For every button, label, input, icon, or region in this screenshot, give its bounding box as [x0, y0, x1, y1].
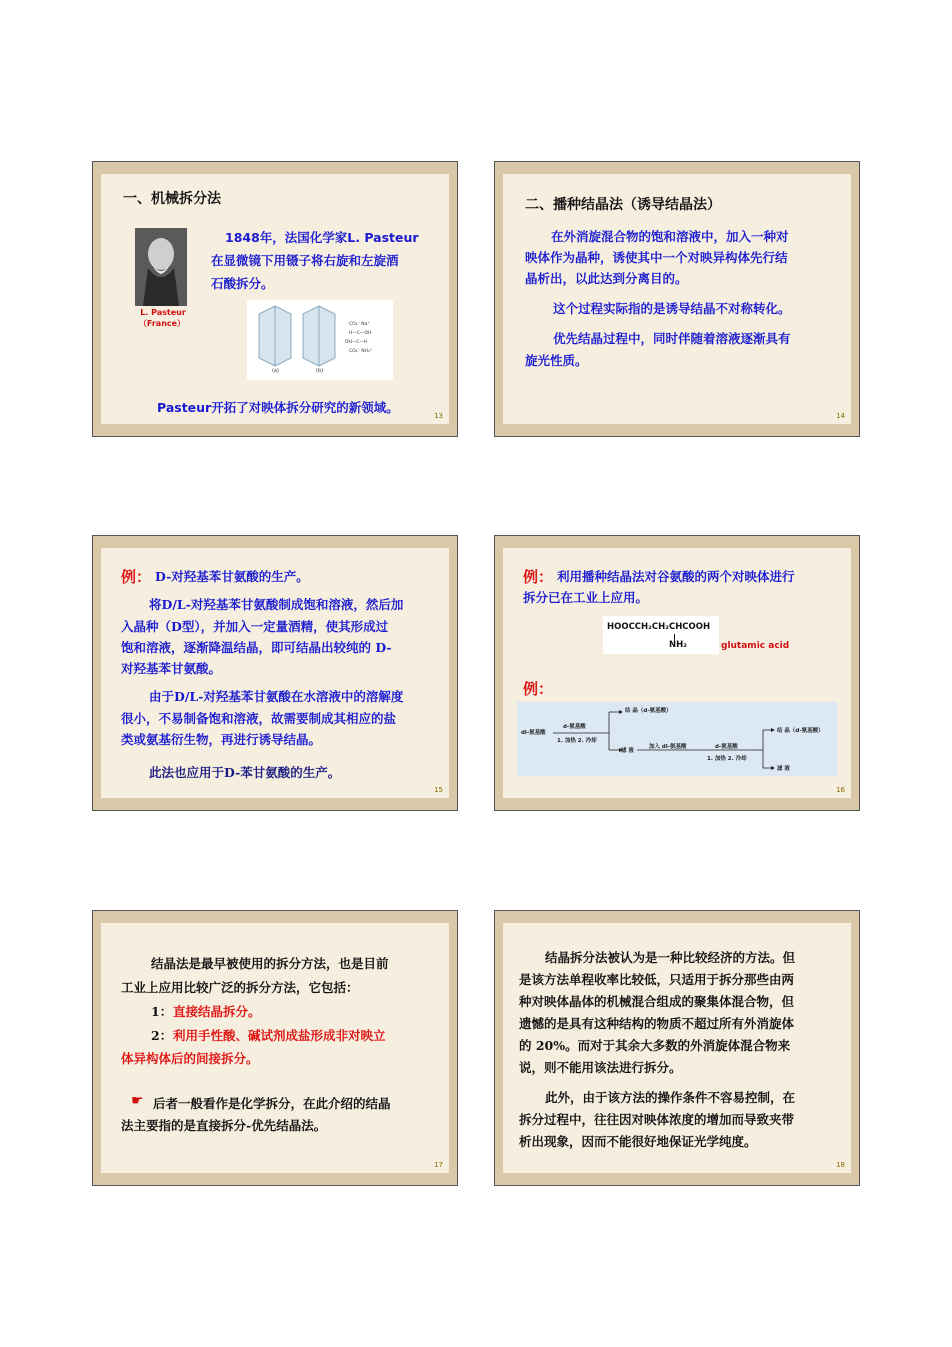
para-3-line-1: 优先结晶过程中，同时伴随着溶液逐渐具有: [553, 331, 791, 346]
page-number: 18: [836, 1161, 845, 1169]
flow-start: dl-氨基酸: [521, 730, 546, 736]
para-2-line-2: 很小，不易制备饱和溶液，故需要制成其相应的盐: [121, 711, 397, 726]
figure-label-a: (a): [272, 368, 279, 374]
para-1-line-2: 入晶种（D型），并加入一定量酒精，使其形成过: [121, 619, 389, 634]
para-2-line-1: 由于D/L-对羟基苯甘氨酸在水溶液中的溶解度: [149, 689, 404, 704]
example-label: 例：: [523, 568, 554, 586]
intro-line-1: 1848年，法国化学家L. Pasteur: [225, 230, 419, 245]
item-2-number: 2：: [151, 1028, 173, 1043]
flow-liquor-2: 滤 液: [777, 766, 790, 772]
page-number: 14: [836, 412, 845, 420]
slide-title: 二、播种结晶法（诱导结晶法）: [525, 197, 721, 213]
page-number: 13: [434, 412, 443, 420]
glutamic-amine: NH₂: [669, 640, 687, 650]
closing-text: Pasteur开拓了对映体拆分研究的新领域。: [157, 400, 399, 415]
flow-condition-2: 1. 加热 2. 冷却: [707, 756, 747, 762]
page-number: 15: [434, 786, 443, 794]
para-2-line-1: 此外，由于该方法的操作条件不容易控制，在: [545, 1090, 796, 1105]
para-1-line-3: 饱和溶液，逐渐降温结晶，即可结晶出较纯的 D-: [121, 640, 392, 655]
pasteur-portrait: [135, 228, 187, 306]
intro-line-1: 利用播种结晶法对谷氨酸的两个对映体进行: [557, 569, 795, 584]
portrait-caption-country: （France）: [138, 319, 186, 328]
slide-15: [92, 535, 458, 811]
portrait-caption-name: L. Pasteur: [140, 308, 186, 317]
para-1-line-3: 晶析出，以此达到分离目的。: [525, 271, 688, 286]
slide-14: [494, 161, 860, 437]
formula-line-2: H—C—OH: [349, 331, 372, 336]
para-1-line-1: 结晶拆分法被认为是一种比较经济的方法。但: [545, 950, 796, 965]
para-1-line-6: 说，则不能用该法进行拆分。: [519, 1060, 682, 1075]
flow-condition-1: 1. 加热 2. 冷却: [557, 738, 597, 744]
flow-seed-1: d-氨基酸: [563, 724, 586, 730]
para-1-line-2: 工业上应用比较广泛的拆分方法，它包括：: [121, 980, 359, 995]
pointing-hand-icon: ☛: [131, 1093, 144, 1109]
item-1-text: 直接结晶拆分。: [173, 1004, 261, 1019]
intro-line-3: 石酸拆分。: [211, 276, 274, 291]
crystallization-flow-diagram: [517, 702, 837, 776]
note-line-2: 法主要指的是直接拆分-优先结晶法。: [121, 1118, 327, 1133]
slide-title: 一、机械拆分法: [123, 191, 221, 207]
para-3: 此法也应用于D-苯甘氨酸的生产。: [149, 765, 341, 780]
para-2-line-3: 类或氨基衍生物，再进行诱导结晶。: [121, 732, 322, 747]
page-number: 17: [434, 1161, 443, 1169]
item-1-number: 1：: [151, 1004, 173, 1019]
item-2-line-2: 体异构体后的间接拆分。: [121, 1051, 259, 1066]
slide-17: [92, 910, 458, 1186]
para-1-line-4: 遗憾的是具有这种结构的物质不超过所有外消旋体: [519, 1016, 795, 1031]
flow-liquor-1: 滤 液: [621, 748, 634, 754]
glutamic-formula-box: [603, 616, 719, 654]
note-line-1: 后者一般看作是化学拆分，在此介绍的结晶: [153, 1096, 391, 1111]
formula-line-3: OH—C—H: [345, 340, 368, 345]
para-2: 这个过程实际指的是诱导结晶不对称转化。: [553, 301, 791, 316]
para-1-line-3: 种对映体晶体的机械混合组成的聚集体混合物，但: [519, 994, 795, 1009]
slide-18: [494, 910, 860, 1186]
para-1-line-2: 是该方法单程收率比较低，只适用于拆分那些由两: [519, 972, 795, 987]
para-1-line-1: 将D/L-对羟基苯甘氨酸制成饱和溶液，然后加: [149, 597, 404, 612]
crystal-figure: [247, 300, 393, 380]
flow-add: 加入 dl-氨基酸: [649, 744, 687, 750]
example-label: 例：: [121, 568, 152, 586]
para-1-line-1: 在外消旋混合物的饱和溶液中，加入一种对: [551, 229, 789, 244]
formula-line-4: CO₂⁻ NH₄⁺: [349, 349, 373, 354]
para-3-line-2: 旋光性质。: [525, 353, 588, 368]
flow-seed-2: d-氨基酸: [715, 744, 738, 750]
para-1-line-2: 映体作为晶种，诱使其中一个对映异构体先行结: [525, 250, 788, 265]
glutamic-formula: HOOCCH₂CH₂CHCOOH: [607, 622, 711, 632]
para-1-line-4: 对羟基苯甘氨酸。: [121, 661, 222, 676]
formula-line-1: CO₂⁻ Na⁺: [349, 322, 370, 327]
example-title: D-对羟基苯甘氨酸的生产。: [155, 569, 309, 584]
page-number: 16: [836, 786, 845, 794]
item-2-line-1: 利用手性酸、碱试剂成盐形成非对映立: [173, 1028, 386, 1043]
slide-13: [92, 161, 458, 437]
para-2-line-2: 拆分过程中，往往因对映体浓度的增加而导致夹带: [519, 1112, 795, 1127]
para-1-line-1: 结晶法是最早被使用的拆分方法，也是目前: [151, 956, 389, 971]
example-2-label: 例：: [523, 680, 554, 698]
flow-crystal-1: 结 晶（d-氨基酸）: [625, 708, 672, 714]
para-1-line-5: 的 20%。而对于其余大多数的外消旋体混合物来: [519, 1038, 791, 1053]
para-2-line-3: 析出现象，因而不能很好地保证光学纯度。: [519, 1134, 757, 1149]
slide-16: [494, 535, 860, 811]
figure-label-b: (b): [316, 368, 324, 374]
intro-line-2: 在显微镜下用镊子将右旋和左旋酒: [211, 253, 399, 268]
glutamic-acid-label: glutamic acid: [721, 641, 790, 651]
flow-crystal-2: 结 晶（d-氨基酸）: [777, 728, 824, 734]
intro-line-2: 拆分已在工业上应用。: [523, 590, 649, 605]
